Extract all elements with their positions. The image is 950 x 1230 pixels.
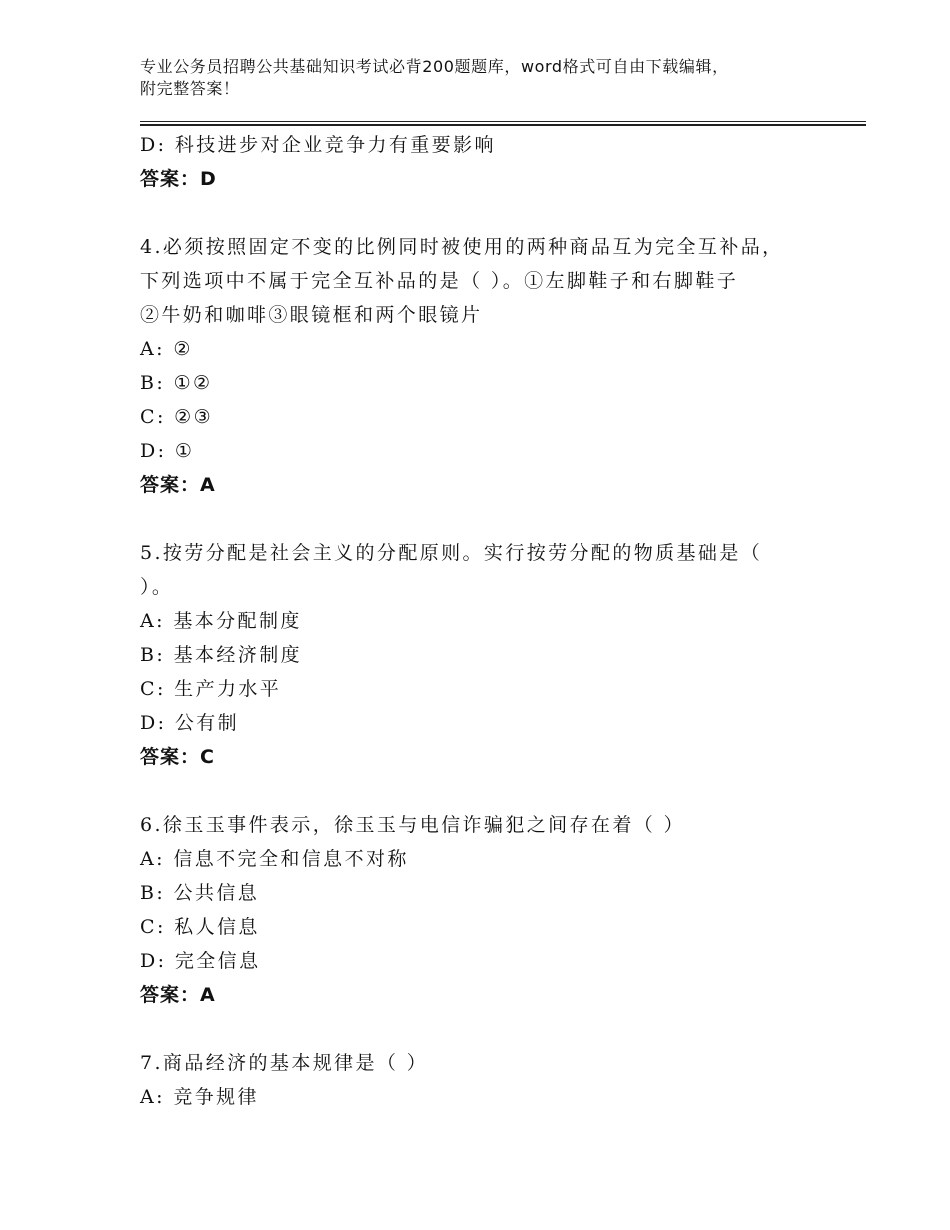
- option-d: D: ①: [140, 440, 195, 462]
- question-stem: 下列选项中不属于完全互补品的是（ ）。①左脚鞋子和右脚鞋子: [140, 270, 739, 292]
- option-d: D: 科技进步对企业竞争力有重要影响: [140, 134, 496, 156]
- answer: 答案：D: [140, 168, 217, 190]
- option-b: B: 基本经济制度: [140, 644, 303, 666]
- question-stem: 7.商品经济的基本规律是（ ）: [140, 1052, 429, 1074]
- answer: 答案：A: [140, 474, 216, 496]
- question-6: [140, 808, 840, 1012]
- option-d: D: 公有制: [140, 712, 240, 734]
- option-a: A: 信息不完全和信息不对称: [140, 848, 409, 870]
- option-a: A: 基本分配制度: [140, 610, 302, 632]
- answer: 答案：A: [140, 984, 216, 1006]
- header-rule-thick: [140, 124, 866, 126]
- header-line-2: 附完整答案！: [140, 79, 240, 98]
- option-c: C: ②③: [140, 406, 214, 428]
- question-7: [140, 1046, 840, 1114]
- option-d: D: 完全信息: [140, 950, 261, 972]
- question-5: [140, 536, 840, 774]
- header-line-1: 专业公务员招聘公共基础知识考试必背200题题库，word格式可自由下载编辑，: [140, 57, 729, 76]
- option-b: B: 公共信息: [140, 882, 260, 904]
- question-4: [140, 230, 840, 502]
- spacer: [140, 196, 840, 230]
- document-header: [140, 56, 820, 100]
- header-rule-thin: [140, 121, 866, 122]
- question-stem: 6.徐玉玉事件表示，徐玉玉与电信诈骗犯之间存在着（ ）: [140, 814, 685, 836]
- question-stem: 5.按劳分配是社会主义的分配原则。实行按劳分配的物质基础是（: [140, 542, 763, 564]
- question-stem: 4.必须按照固定不变的比例同时被使用的两种商品互为完全互补品，: [140, 236, 784, 258]
- spacer: [140, 1012, 840, 1046]
- question-3-tail: [140, 128, 840, 196]
- document-body: [140, 128, 840, 1114]
- spacer: [140, 502, 840, 536]
- option-b: B: ①②: [140, 372, 213, 394]
- option-a: A: 竞争规律: [140, 1086, 259, 1108]
- answer: 答案：C: [140, 746, 215, 768]
- spacer: [140, 774, 840, 808]
- option-c: C: 生产力水平: [140, 678, 282, 700]
- question-stem: ）。: [140, 576, 174, 598]
- question-stem: ②牛奶和咖啡③眼镜框和两个眼镜片: [140, 304, 483, 326]
- option-c: C: 私人信息: [140, 916, 260, 938]
- option-a: A: ②: [140, 338, 193, 360]
